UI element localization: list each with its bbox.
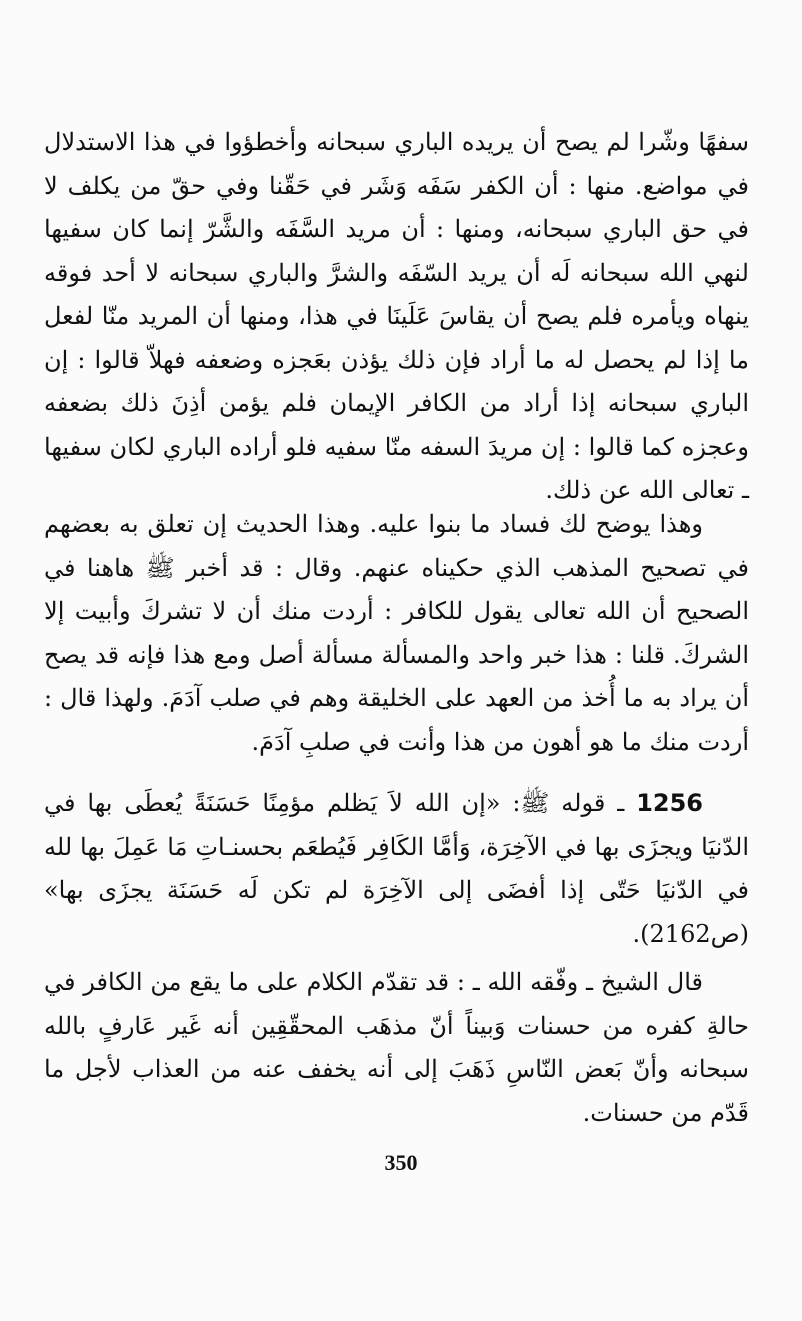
- hadith-text: ـ قوله ﷺ: «إن الله لاَ يَظلم مؤمِنًا حَسَنَةً يُعطَى بها في الدّنيَا ويجزَى بها في الآخِرَة، وَأمَّا الكَافِر فَيُطعَم بحسنـاتِ مَا عَمِلَ بها لله في الدّنيَا حَتّى إذا أفضَى إلى الآخِرَة لم تكن لَه حَسَنَة يجزَى بها» (ص2162).: [44, 789, 749, 948]
- paragraph-2: وهذا يوضح لك فساد ما بنوا عليه. وهذا الحديث إن تعلق به بعضهم في تصحيح المذهب الذي حكيناه عنهم. وقال : قد أخبر ﷺ هاهنا في الصحيح أن الله تعالى يقول للكافر : أردت منك أن لا تشركَ وأبيت إلا الشركَ. قلنا : هذا خبر واحد والمسألة مسألة أصل ومع هذا فإنه قد يصح أن يراد به ما أُخذ من العهد على الخليقة وهم في صلب آدَمَ. ولهذا قال : أردت منك ما هو أهون من هذا وأنت في صلبِ آدَمَ.: [44, 510, 749, 756]
- page-number: 350: [384, 1150, 418, 1175]
- paragraph-1: سفهًا وشّرا لم يصح أن يريده الباري سبحانه وأخطؤوا في هذا الاستدلال في مواضع. منها : أن الكفر سَفَه وَشَر في حَقّنا وفي حقّ من يكلف لا في حق الباري سبحانه، ومنها : أن مريد السَّفَه والشَّرّ إنما كان سفيها لنهي الله سبحانه لَه أن يريد السّفَه والشرَّ والباري سبحانه لا أحد فوقه ينهاه ويأمره فلم يصح أن يقاسَ عَلَينَا في هذا، ومنها أن المريد منّا لفعل ما إذا لم يحصل له ما أراد فإن ذلك يؤذن بعَجزه وضعفه فهلاّ قالوا : إن الباري سبحانه إذا أراد من الكافر الإيمان فلم يؤمن أذِنَ ذلك بضعفه وعجزه كما قالوا : إن مريدَ السفه منّا سفيه فلو أراده الباري لكان سفيها ـ تعالى الله عن ذلك.: [44, 128, 750, 504]
- hadith-number: 1256: [636, 789, 703, 817]
- paragraph-commentary: قال الشيخ ـ وفّقه الله ـ : قد تقدّم الكلام على ما يقع من الكافر في حالةِ كفره من حسنات وَبيناً أنّ مذهَب المحقّقِين أنه غَير عَارفٍ بالله سبحانه وأنّ بَعض النّاسِ ذَهَبَ إلى أنه يخفف عنه من العذاب لأجل ما قَدّم من حسنات.: [44, 968, 749, 1127]
- hadith-entry: [44, 782, 749, 956]
